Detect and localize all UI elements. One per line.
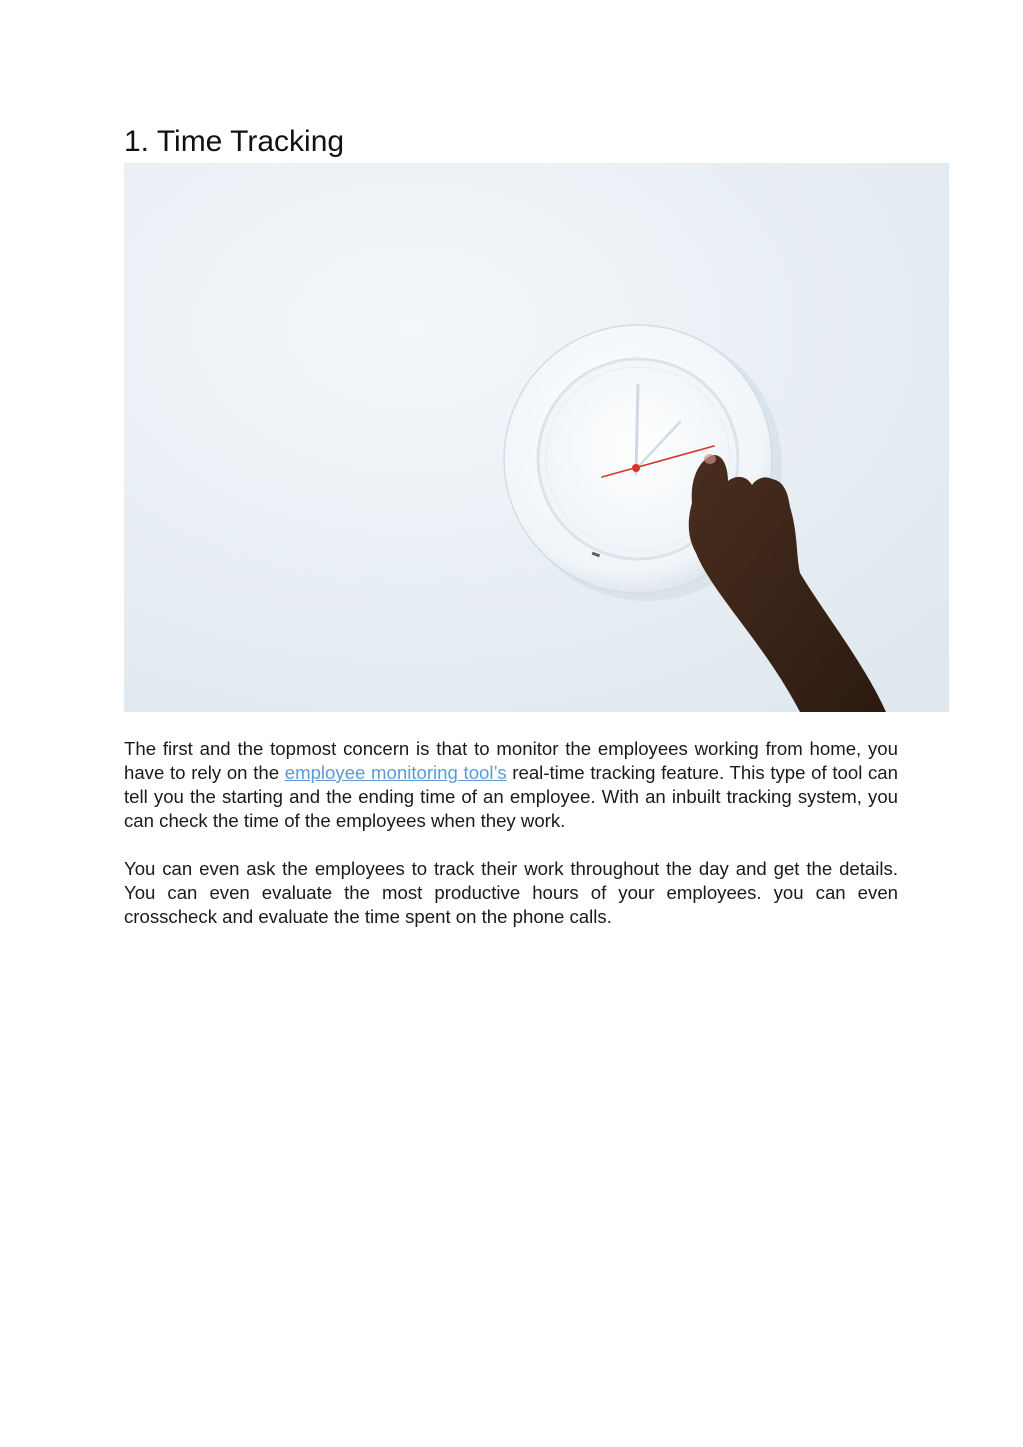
clock-photo [124,163,949,712]
paragraph-1 [124,737,898,833]
paragraph-1-after-link: real-time tracking feature. This type of tool can tell you the starting and the ending time of an employee. With an inbuilt tracking system, you can check the time of the employees when they work. [124,762,898,831]
employee-monitoring-link[interactable]: employee monitoring tool’s [284,762,507,783]
section-heading: 1. Time Tracking [124,125,345,158]
paragraph-1-before-link: The first and the topmost concern is that to monitor the employees working from home, you have to rely on the [124,738,898,783]
paragraph-2: You can even ask the employees to track their work throughout the day and get the details. You can even evaluate the most productive hours of your employees. you can even crosscheck and evaluate the time spent on the phone calls. [124,858,898,927]
article-body [124,737,898,953]
